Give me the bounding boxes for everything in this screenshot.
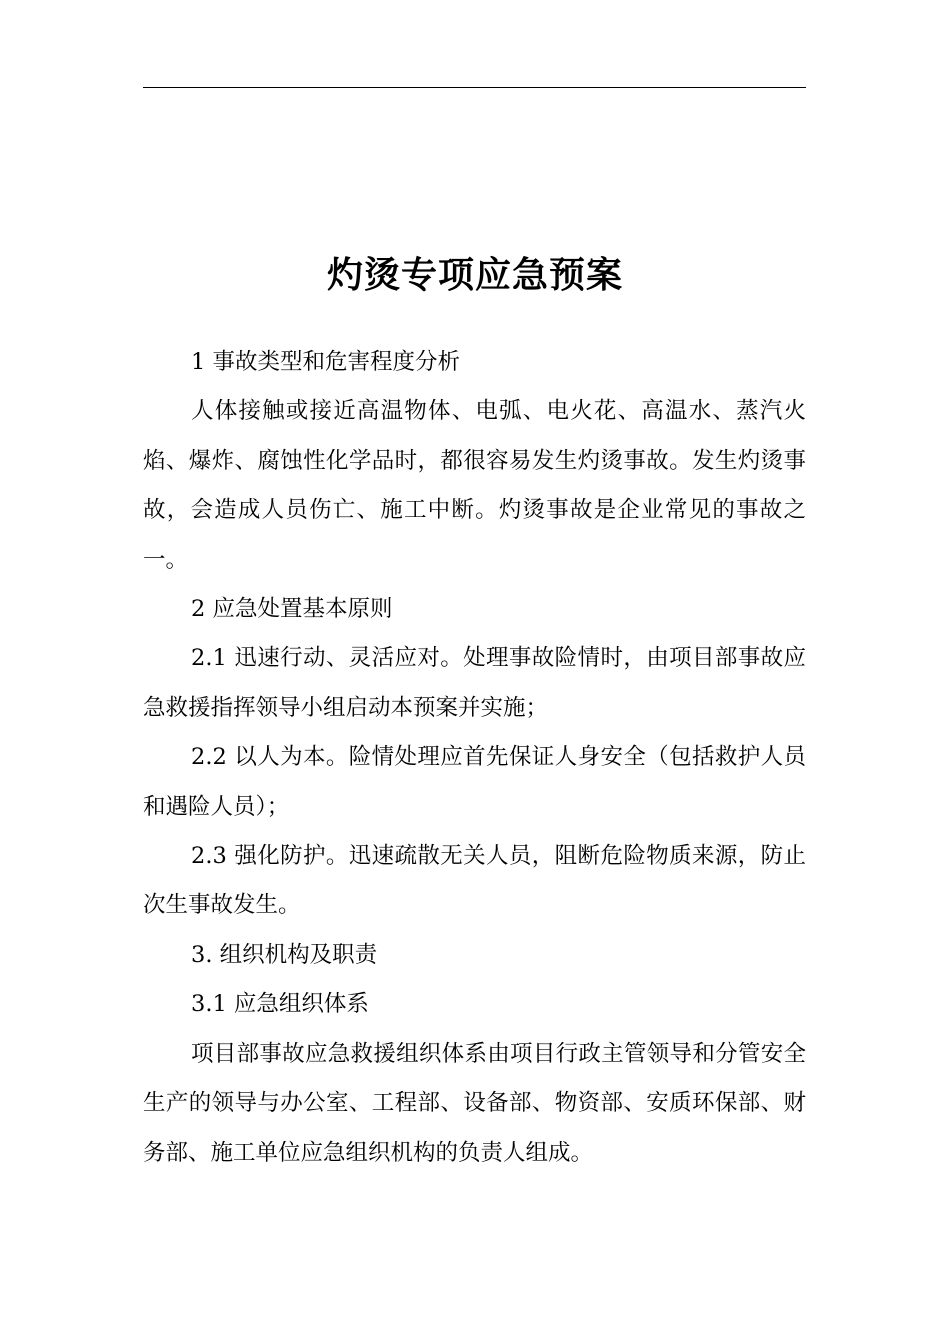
section-heading-2: 2 应急处置基本原则: [191, 596, 393, 623]
paragraph-accident-types: 人体接触或接近高温物体、电弧、电火花、高温水、蒸汽火焰、爆炸、腐蚀性化学品时，都很容易发生灼烫事故。发生灼烫事故，会造成人员伤亡、施工中断。灼烫事故是企业常见的事故之一。: [143, 398, 806, 573]
section-heading-3: 3. 组织机构及职责: [191, 941, 378, 968]
subsection-heading-3-1: 3.1 应急组织体系: [191, 991, 369, 1018]
header-rule: [143, 87, 806, 88]
paragraph-principle-2-2: 2.2 以人为本。险情处理应首先保证人身安全（包括救护人员和遇险人员）；: [143, 744, 806, 820]
paragraph-principle-2-3: 2.3 强化防护。迅速疏散无关人员，阻断危险物质来源，防止次生事故发生。: [143, 843, 806, 919]
paragraph-principle-2-1: 2.1 迅速行动、灵活应对。处理事故险情时，由项目部事故应急救援指挥领导小组启动本预案并实施；: [143, 645, 806, 721]
document-body: [143, 338, 806, 1178]
paragraph-organization: 项目部事故应急救援组织体系由项目行政主管领导和分管安全生产的领导与办公室、工程部、设备部、物资部、安质环保部、财务部、施工单位应急组织机构的负责人组成。: [143, 1040, 806, 1166]
section-heading-1: 1 事故类型和危害程度分析: [191, 349, 460, 375]
document-title: 灼烫专项应急预案: [326, 255, 623, 297]
